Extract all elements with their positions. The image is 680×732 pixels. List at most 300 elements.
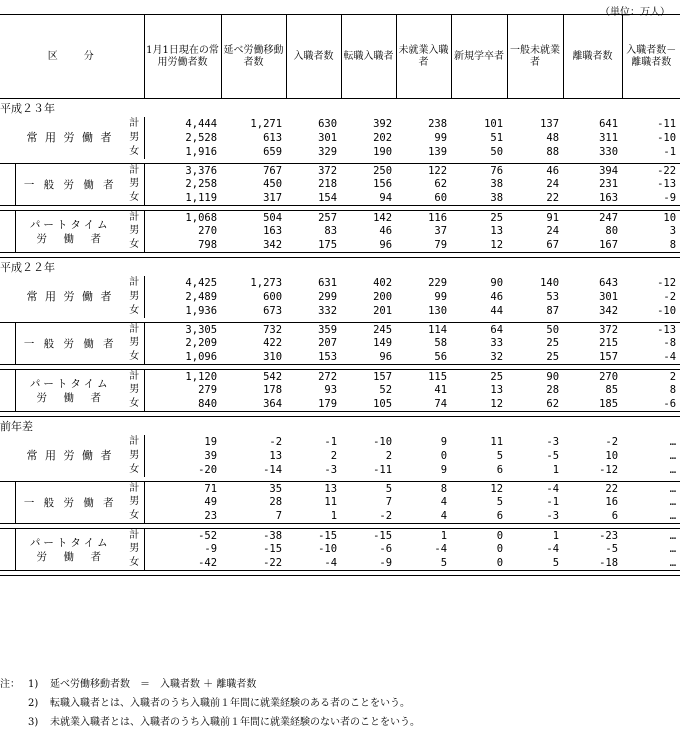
value-cell: 12 bbox=[451, 398, 507, 412]
value-cell: 631 bbox=[318, 276, 338, 289]
value-cell: 732 bbox=[221, 323, 286, 337]
value-cell: 317 bbox=[221, 192, 286, 206]
value-cell: 50 bbox=[490, 145, 504, 158]
group-label: 常 用 労 働 者 bbox=[26, 290, 114, 303]
value-cell: -2 bbox=[269, 435, 283, 448]
sex-label: 計 bbox=[125, 164, 144, 178]
indent-cell bbox=[0, 435, 15, 449]
value-cell: 28 bbox=[546, 384, 560, 397]
value-cell: -20 bbox=[144, 463, 221, 477]
value-cell: 80 bbox=[605, 225, 619, 238]
indent-cell bbox=[0, 557, 15, 571]
value-cell: -6 bbox=[622, 398, 680, 412]
value-cell: 402 bbox=[373, 276, 393, 289]
value-cell: 372 bbox=[286, 164, 341, 178]
group-label: パートタイム 労 働 者 bbox=[15, 370, 125, 412]
value-cell: 5 bbox=[507, 557, 563, 571]
group-label: 一 般 労 働 者 bbox=[15, 482, 125, 524]
value-cell: -12 bbox=[657, 276, 677, 289]
sex-label: 男 bbox=[129, 384, 140, 396]
value-cell: 200 bbox=[373, 290, 393, 303]
value-cell: 35 bbox=[221, 482, 286, 496]
table-row bbox=[0, 370, 680, 384]
sex-label: 計 bbox=[125, 323, 144, 337]
value-cell: 99 bbox=[434, 131, 448, 144]
indent-cell bbox=[0, 239, 15, 253]
value-cell: 142 bbox=[341, 211, 396, 225]
indent-cell bbox=[0, 496, 15, 510]
value-cell: 641 bbox=[599, 117, 619, 130]
value-cell: 2,489 bbox=[144, 290, 221, 304]
value-cell: 44 bbox=[490, 304, 504, 317]
sex-label: 男 bbox=[129, 337, 140, 349]
note-line bbox=[0, 675, 420, 694]
value-cell: -9 bbox=[341, 557, 396, 571]
indent-cell bbox=[0, 351, 15, 365]
value-cell: 5 bbox=[396, 557, 451, 571]
indent-cell bbox=[0, 178, 15, 192]
value-cell: 3,376 bbox=[144, 164, 221, 178]
value-cell: 149 bbox=[373, 337, 393, 350]
indent-cell bbox=[0, 164, 15, 178]
value-cell: 94 bbox=[341, 192, 396, 206]
value-cell: 140 bbox=[540, 276, 560, 289]
header-employees-jan1: 1月1日現在の常用労働者数 bbox=[144, 15, 221, 99]
value-cell: -1 bbox=[546, 496, 560, 509]
value-cell: … bbox=[669, 463, 677, 476]
value-cell: -4 bbox=[434, 543, 448, 556]
value-cell: 13 bbox=[269, 449, 283, 462]
value-cell: 372 bbox=[563, 323, 622, 337]
value-cell: 122 bbox=[396, 164, 451, 178]
value-cell: 2,209 bbox=[144, 337, 221, 351]
value-cell: 76 bbox=[451, 164, 507, 178]
value-cell: 28 bbox=[269, 496, 283, 509]
table-row bbox=[0, 117, 680, 131]
value-cell: 643 bbox=[599, 276, 619, 289]
value-cell: 10 bbox=[622, 211, 680, 225]
value-cell: 175 bbox=[286, 239, 341, 253]
value-cell: 24 bbox=[546, 225, 560, 238]
value-cell: -42 bbox=[144, 557, 221, 571]
value-cell: 137 bbox=[540, 117, 560, 130]
header-separations: 離職者数 bbox=[563, 15, 622, 99]
value-cell: 25 bbox=[451, 211, 507, 225]
value-cell: 2 bbox=[622, 370, 680, 384]
value-cell: 74 bbox=[396, 398, 451, 412]
value-cell: 310 bbox=[221, 351, 286, 365]
value-cell: 504 bbox=[221, 211, 286, 225]
table-row bbox=[0, 211, 680, 225]
value-cell: 2 bbox=[385, 449, 393, 462]
value-cell: 19 bbox=[144, 435, 221, 449]
value-cell: 207 bbox=[318, 337, 338, 350]
value-cell: 62 bbox=[507, 398, 563, 412]
value-cell: 12 bbox=[451, 482, 507, 496]
indent-cell bbox=[0, 337, 15, 351]
value-cell: 359 bbox=[286, 323, 341, 337]
header-total-movers: 延べ労働移動者数 bbox=[221, 15, 286, 99]
value-cell: 4,425 bbox=[144, 276, 221, 290]
value-cell: 0 bbox=[496, 543, 504, 556]
value-cell: 311 bbox=[599, 131, 619, 144]
value-cell: 46 bbox=[490, 290, 504, 303]
section-title: 前年差 bbox=[0, 417, 680, 436]
value-cell: -10 bbox=[657, 304, 677, 317]
sex-label: 女 bbox=[129, 145, 140, 157]
unit-label: （単位：万人） bbox=[600, 7, 670, 18]
value-cell: 1,068 bbox=[144, 211, 221, 225]
value-cell: 79 bbox=[396, 239, 451, 253]
table-row bbox=[0, 482, 680, 496]
note-text: 未就業入職者とは、入職者のうち入職前１年間に就業経験のない者のことをいう。 bbox=[50, 717, 420, 728]
value-cell: 115 bbox=[396, 370, 451, 384]
value-cell: 62 bbox=[434, 178, 448, 191]
value-cell: -3 bbox=[324, 463, 338, 476]
value-cell: 13 bbox=[286, 482, 341, 496]
value-cell: 5 bbox=[496, 496, 504, 509]
table-body bbox=[0, 99, 680, 577]
value-cell: 342 bbox=[221, 239, 286, 253]
note-number: 3) bbox=[28, 717, 39, 728]
sex-label: 女 bbox=[125, 510, 144, 524]
indent-cell bbox=[0, 117, 15, 131]
value-cell: 215 bbox=[599, 337, 619, 350]
value-cell: 630 bbox=[318, 117, 338, 130]
note-line bbox=[0, 694, 420, 713]
value-cell: 163 bbox=[263, 225, 283, 238]
value-cell: 25 bbox=[451, 370, 507, 384]
table-row bbox=[0, 164, 680, 178]
sex-label: 女 bbox=[129, 463, 140, 475]
value-cell: 90 bbox=[507, 370, 563, 384]
value-cell: 49 bbox=[144, 496, 221, 510]
section-title: 平成２３年 bbox=[0, 101, 55, 115]
sex-label: 計 bbox=[125, 529, 144, 543]
table-row bbox=[0, 276, 680, 290]
value-cell: 270 bbox=[563, 370, 622, 384]
value-cell: 39 bbox=[144, 449, 221, 463]
value-cell: 1 bbox=[396, 529, 451, 543]
value-cell: 88 bbox=[546, 145, 560, 158]
value-cell: 1 bbox=[507, 529, 563, 543]
table-row bbox=[0, 529, 680, 543]
indent-cell bbox=[0, 463, 15, 477]
header-new-graduates: 新規学卒者 bbox=[451, 15, 507, 99]
section-title-row bbox=[0, 417, 680, 436]
value-cell: 9 bbox=[440, 435, 448, 448]
bottom-rule bbox=[0, 576, 680, 577]
note-text: 転職入職者とは、入職者のうち入職前１年間に就業経験のある者のことをいう。 bbox=[50, 698, 410, 709]
value-cell: 0 bbox=[440, 449, 448, 462]
value-cell: 329 bbox=[318, 145, 338, 158]
value-cell: 90 bbox=[490, 276, 504, 289]
value-cell: 38 bbox=[451, 192, 507, 206]
value-cell: 450 bbox=[263, 178, 283, 191]
table-row bbox=[0, 435, 680, 449]
value-cell: 613 bbox=[263, 131, 283, 144]
value-cell: 1,096 bbox=[144, 351, 221, 365]
value-cell: 767 bbox=[221, 164, 286, 178]
indent-cell bbox=[0, 225, 15, 239]
sex-label: 男 bbox=[129, 178, 140, 190]
value-cell: 85 bbox=[605, 384, 619, 397]
sex-label: 計 bbox=[129, 276, 140, 288]
value-cell: -3 bbox=[546, 435, 560, 448]
section-title-row bbox=[0, 258, 680, 277]
value-cell: 51 bbox=[490, 131, 504, 144]
value-cell: -5 bbox=[605, 543, 619, 556]
value-cell: 600 bbox=[263, 290, 283, 303]
value-cell: -9 bbox=[144, 543, 221, 557]
value-cell: 46 bbox=[379, 225, 393, 238]
value-cell: … bbox=[669, 435, 677, 448]
value-cell: 22 bbox=[563, 482, 622, 496]
value-cell: 56 bbox=[396, 351, 451, 365]
value-cell: 114 bbox=[396, 323, 451, 337]
value-cell: -4 bbox=[622, 351, 680, 365]
value-cell: … bbox=[622, 529, 680, 543]
note-line bbox=[0, 713, 420, 732]
value-cell: 8 bbox=[622, 239, 680, 253]
sex-label: 女 bbox=[125, 398, 144, 412]
section-title: 平成２２年 bbox=[0, 258, 680, 277]
value-cell: 16 bbox=[605, 496, 619, 509]
group-label: 常 用 労 働 者 bbox=[26, 131, 114, 144]
sex-label: 計 bbox=[125, 370, 144, 384]
value-cell: 83 bbox=[324, 225, 338, 238]
value-cell: -14 bbox=[263, 463, 283, 476]
value-cell: -10 bbox=[373, 435, 393, 448]
value-cell: 139 bbox=[428, 145, 448, 158]
value-cell: 91 bbox=[507, 211, 563, 225]
header-job-changers: 転職入職者 bbox=[341, 15, 396, 99]
sex-label: 女 bbox=[125, 351, 144, 365]
value-cell: 364 bbox=[221, 398, 286, 412]
value-cell: 11 bbox=[324, 496, 338, 509]
value-cell: 4,444 bbox=[144, 117, 221, 131]
value-cell: -5 bbox=[546, 449, 560, 462]
indent-cell bbox=[0, 482, 15, 496]
value-cell: -22 bbox=[622, 164, 680, 178]
value-cell: -11 bbox=[373, 463, 393, 476]
value-cell: 23 bbox=[144, 510, 221, 524]
labor-mobility-table bbox=[0, 14, 680, 576]
value-cell: 798 bbox=[144, 239, 221, 253]
value-cell: -13 bbox=[657, 178, 677, 191]
sex-label: 女 bbox=[125, 192, 144, 206]
table-bottom-rule bbox=[0, 576, 680, 577]
sex-label: 男 bbox=[129, 543, 140, 555]
value-cell: 64 bbox=[451, 323, 507, 337]
value-cell: 8 bbox=[669, 384, 677, 397]
value-cell: … bbox=[669, 449, 677, 462]
value-cell: 60 bbox=[396, 192, 451, 206]
value-cell: 272 bbox=[286, 370, 341, 384]
value-cell: 7 bbox=[385, 496, 393, 509]
value-cell: 130 bbox=[428, 304, 448, 317]
value-cell: 0 bbox=[451, 529, 507, 543]
value-cell: … bbox=[622, 482, 680, 496]
sex-label: 計 bbox=[129, 435, 140, 447]
value-cell: 1,916 bbox=[144, 145, 221, 159]
value-cell: -3 bbox=[507, 510, 563, 524]
value-cell: 157 bbox=[563, 351, 622, 365]
note-number: 1) bbox=[28, 679, 39, 690]
value-cell: 659 bbox=[263, 145, 283, 158]
value-cell: -8 bbox=[663, 337, 677, 350]
value-cell: 840 bbox=[144, 398, 221, 412]
value-cell: -13 bbox=[622, 323, 680, 337]
value-cell: -2 bbox=[605, 435, 619, 448]
indent-cell bbox=[0, 323, 15, 337]
value-cell: -10 bbox=[657, 131, 677, 144]
value-cell: 6 bbox=[451, 510, 507, 524]
header-kubun: 区 分 bbox=[0, 15, 144, 99]
group-label: 一 般 労 働 者 bbox=[15, 323, 125, 365]
value-cell: 1,936 bbox=[144, 304, 221, 318]
value-cell: 2 bbox=[330, 449, 338, 462]
value-cell: 257 bbox=[286, 211, 341, 225]
value-cell: 201 bbox=[373, 304, 393, 317]
value-cell: 3,305 bbox=[144, 323, 221, 337]
sex-label: 男 bbox=[129, 290, 140, 302]
value-cell: -6 bbox=[379, 543, 393, 556]
value-cell: 154 bbox=[286, 192, 341, 206]
value-cell: 5 bbox=[496, 449, 504, 462]
value-cell: 299 bbox=[318, 290, 338, 303]
value-cell: 9 bbox=[440, 463, 448, 476]
value-cell: 48 bbox=[546, 131, 560, 144]
value-cell: 178 bbox=[263, 384, 283, 397]
value-cell: 8 bbox=[396, 482, 451, 496]
value-cell: -10 bbox=[318, 543, 338, 556]
value-cell: 12 bbox=[451, 239, 507, 253]
indent-cell bbox=[0, 290, 15, 304]
value-cell: 394 bbox=[563, 164, 622, 178]
sex-label: 男 bbox=[129, 496, 140, 508]
group-label: 常 用 労 働 者 bbox=[26, 449, 114, 462]
section-title-row bbox=[0, 99, 680, 118]
value-cell: 167 bbox=[563, 239, 622, 253]
value-cell: 96 bbox=[341, 239, 396, 253]
indent-cell bbox=[0, 398, 15, 412]
value-cell: -11 bbox=[657, 117, 677, 130]
value-cell: 11 bbox=[490, 435, 504, 448]
indent-cell bbox=[0, 211, 15, 225]
value-cell: 1 bbox=[552, 463, 560, 476]
sex-label: 男 bbox=[129, 449, 140, 461]
indent-cell bbox=[0, 449, 15, 463]
value-cell: -15 bbox=[341, 529, 396, 543]
value-cell: 4 bbox=[440, 496, 448, 509]
value-cell: 22 bbox=[507, 192, 563, 206]
value-cell: 87 bbox=[546, 304, 560, 317]
note-mark: 注： bbox=[0, 679, 20, 690]
sex-label: 女 bbox=[125, 239, 144, 253]
value-cell: -52 bbox=[144, 529, 221, 543]
value-cell: … bbox=[622, 510, 680, 524]
group-label: 一 般 労 働 者 bbox=[15, 164, 125, 206]
value-cell: -1 bbox=[663, 145, 677, 158]
value-cell: -4 bbox=[546, 543, 560, 556]
indent-cell bbox=[0, 384, 15, 398]
header-other-first-time: 一般未就業者 bbox=[507, 15, 563, 99]
value-cell: 153 bbox=[286, 351, 341, 365]
value-cell: 50 bbox=[507, 323, 563, 337]
value-cell: 6 bbox=[563, 510, 622, 524]
header-net-hires: 入職者数－離職者数 bbox=[622, 15, 680, 99]
value-cell: -9 bbox=[622, 192, 680, 206]
header-first-time-hires: 未就業入職者 bbox=[396, 15, 451, 99]
value-cell: 238 bbox=[428, 117, 448, 130]
value-cell: 99 bbox=[434, 290, 448, 303]
value-cell: 229 bbox=[428, 276, 448, 289]
value-cell: 25 bbox=[507, 351, 563, 365]
value-cell: 342 bbox=[599, 304, 619, 317]
sex-label: 男 bbox=[129, 225, 140, 237]
indent-cell bbox=[0, 276, 15, 290]
table-row bbox=[0, 323, 680, 337]
value-cell: -12 bbox=[599, 463, 619, 476]
value-cell: 96 bbox=[341, 351, 396, 365]
value-cell: 231 bbox=[599, 178, 619, 191]
value-cell: 6 bbox=[496, 463, 504, 476]
sex-label: 女 bbox=[129, 304, 140, 316]
sex-label: 男 bbox=[129, 131, 140, 143]
value-cell: 218 bbox=[318, 178, 338, 191]
indent-cell bbox=[0, 192, 15, 206]
value-cell: 52 bbox=[379, 384, 393, 397]
value-cell: 41 bbox=[434, 384, 448, 397]
indent-cell bbox=[0, 510, 15, 524]
indent-cell bbox=[0, 304, 15, 318]
sex-label: 計 bbox=[129, 117, 140, 129]
value-cell: 190 bbox=[373, 145, 393, 158]
value-cell: 2,528 bbox=[144, 131, 221, 145]
value-cell: 301 bbox=[599, 290, 619, 303]
value-cell: 101 bbox=[484, 117, 504, 130]
value-cell: -23 bbox=[563, 529, 622, 543]
value-cell: 1,273 bbox=[250, 276, 283, 289]
value-cell: 422 bbox=[263, 337, 283, 350]
value-cell: 37 bbox=[434, 225, 448, 238]
value-cell: 1,271 bbox=[250, 117, 283, 130]
value-cell: 105 bbox=[341, 398, 396, 412]
value-cell: 250 bbox=[341, 164, 396, 178]
value-cell: 673 bbox=[263, 304, 283, 317]
value-cell: 301 bbox=[318, 131, 338, 144]
value-cell: 2,258 bbox=[144, 178, 221, 192]
value-cell: 25 bbox=[546, 337, 560, 350]
value-cell: -2 bbox=[663, 290, 677, 303]
value-cell: 32 bbox=[451, 351, 507, 365]
value-cell: 116 bbox=[396, 211, 451, 225]
value-cell: 5 bbox=[341, 482, 396, 496]
value-cell: 71 bbox=[144, 482, 221, 496]
indent-cell bbox=[0, 543, 15, 557]
header-hires: 入職者数 bbox=[286, 15, 341, 99]
value-cell: 38 bbox=[490, 178, 504, 191]
group-label: パートタイム 労 働 者 bbox=[15, 211, 125, 253]
indent-cell bbox=[0, 145, 15, 159]
value-cell: 202 bbox=[373, 131, 393, 144]
note-number: 2) bbox=[28, 698, 39, 709]
sex-label: 女 bbox=[125, 557, 144, 571]
value-cell: 1,119 bbox=[144, 192, 221, 206]
value-cell: 1,120 bbox=[144, 370, 221, 384]
value-cell: … bbox=[669, 496, 677, 509]
